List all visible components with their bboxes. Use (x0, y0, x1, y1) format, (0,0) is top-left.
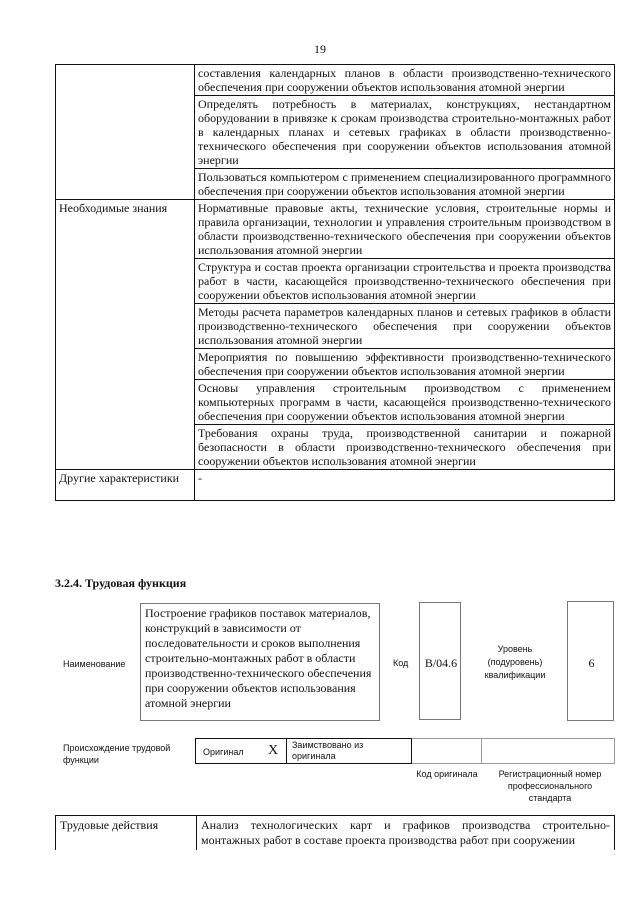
knowledge-item: Нормативные правовые акты, технические условия, строительные нормы и правила организации, технологии и управления строительным производством в области производственно-технического обеспечения при сооружении объектов использования атомной энергии (195, 200, 615, 259)
code-original-cell (412, 738, 482, 764)
section-title: 3.2.4. Трудовая функция (55, 576, 187, 590)
level-value: 6 (588, 656, 595, 670)
actions-label: Трудовые действия (56, 816, 197, 851)
original-cell (195, 738, 287, 764)
knowledge-item: Требования охраны труда, производственной санитарии и пожарной безопасности в области производственно-технического обеспечения при сооружении объектов использования атомной энергии (195, 425, 615, 470)
actions-table (55, 815, 615, 850)
reg-number-label: Регистрационный номер профессионального стандарта (498, 769, 602, 803)
knowledge-item: Структура и состав проекта организации строительства и проекта производства работ в части, касающейся производственно-технического обеспечения при сооружении объектов использования атомной энергии (195, 259, 615, 304)
skill-item: Пользоваться компьютером с применением специализированного программного обеспечения при сооружении объектов использования атомной энергии (195, 169, 615, 200)
knowledge-item: Мероприятия по повышению эффективности производственно-технического обеспечения при сооружении объектов использования атомной энергии (195, 349, 615, 380)
function-name-box (140, 603, 380, 721)
empty-label-cell (56, 425, 195, 470)
empty-label-cell (56, 349, 195, 380)
level-label: Уровень (подуровень) квалификации (484, 644, 546, 680)
empty-label-cell (56, 304, 195, 349)
empty-label-cell (56, 65, 195, 96)
level-box (567, 601, 614, 721)
page-number: 19 (314, 42, 326, 56)
code-original-label: Код оригинала (416, 769, 478, 779)
knowledge-item: Основы управления строительным производством с применением компьютерных программ в части, касающейся производственно-технического обеспечения при сооружении объектов использования атомной энергии (195, 380, 615, 425)
code-value: B/04.6 (424, 656, 458, 670)
borrowed-cell (286, 738, 412, 764)
function-name-value: Построение графиков поставок материалов, конструкций в зависимости от последовательности и сроков выполнения строительно-монтажных работ в области производственно-технического обеспечения при сооружении объектов использования атомной энергии (145, 606, 372, 710)
origin-row (195, 738, 615, 764)
reg-number-cell (482, 738, 615, 764)
empty-label-cell (56, 380, 195, 425)
original-mark: X (268, 743, 279, 758)
skill-item: Определять потребность в материалах, конструкциях, нестандартном оборудовании в привязке к срокам производства строительно-монтажных работ в календарных планах и сетевых графиках в области производственно-технического обеспечения при сооружении объектов использования атомной энергии (195, 96, 615, 169)
empty-label-cell (56, 169, 195, 200)
knowledge-item: Методы расчета параметров календарных планов и сетевых графиков в области производственно-технического обеспечения при сооружении объектов использования атомной энергии (195, 304, 615, 349)
code-box (419, 602, 461, 720)
knowledge-label: Необходимые знания (56, 200, 195, 259)
origin-label: Происхождение трудовой функции (63, 743, 171, 765)
skill-item: составления календарных планов в области производственно-технического обеспечения при сооружении объектов использования атомной энергии (195, 65, 615, 96)
empty-label-cell (56, 259, 195, 304)
original-label: Оригинал (203, 747, 244, 757)
empty-label-cell (56, 96, 195, 169)
action-item: Анализ технологических карт и графиков производства строительно-монтажных работ в составе проекта производства работ при сооружении (197, 816, 615, 851)
skills-knowledge-table (55, 64, 615, 501)
name-label: Наименование (63, 659, 126, 669)
other-characteristics-label: Другие характеристики (56, 470, 195, 501)
borrowed-label: Заимствовано из оригинала (292, 740, 364, 761)
other-characteristics-value: - (195, 470, 615, 501)
code-label: Код (393, 658, 409, 668)
